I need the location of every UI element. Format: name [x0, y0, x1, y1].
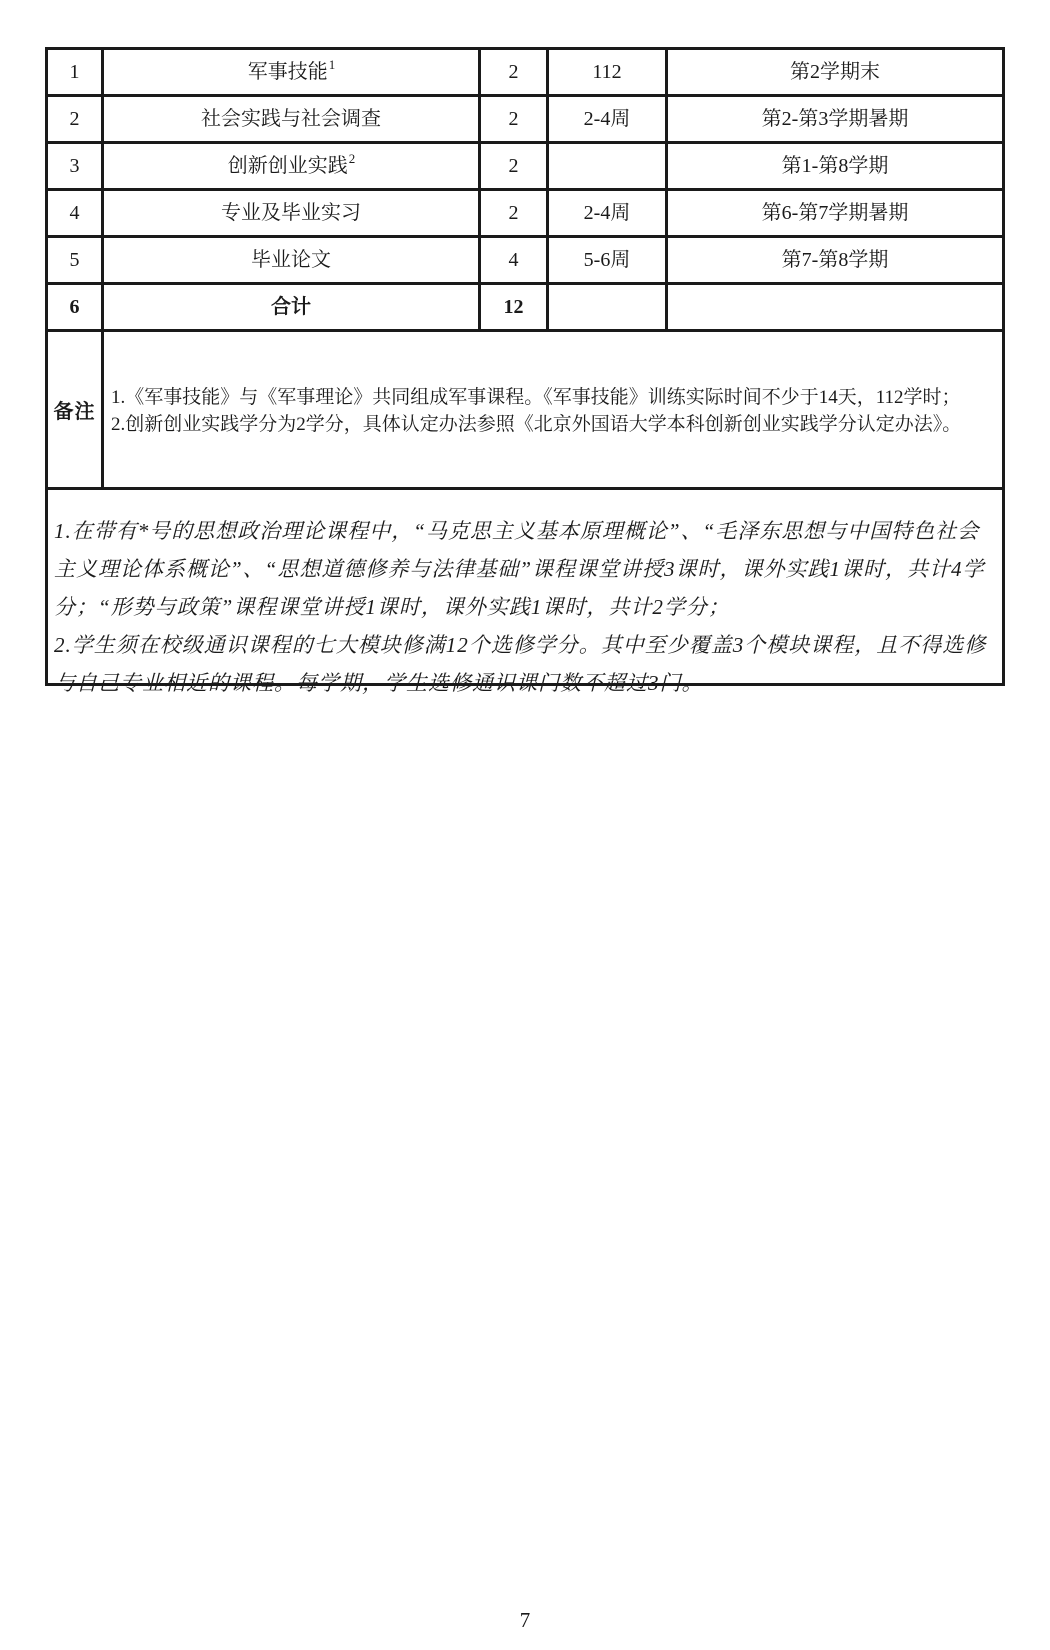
- remark-note-2: 2.创新创业实践学分为2学分，具体认定办法参照《北京外国语大学本科创新创业实践学分认定办法》。: [111, 413, 962, 435]
- cell-row-number: 6: [48, 285, 104, 329]
- cell-row-number: 3: [48, 144, 104, 188]
- page-number: 7: [519, 1608, 531, 1632]
- table-row-total: [48, 285, 1002, 332]
- cell-credits: 2: [481, 50, 549, 94]
- cell-course-name: 军事技能 $^1$: [104, 50, 481, 94]
- course-name-text: 毕业论文: [251, 249, 331, 271]
- cell-credits: 2: [481, 97, 549, 141]
- cell-row-number: 2: [48, 97, 104, 141]
- course-name-text: 社会实践与社会调查: [201, 108, 381, 130]
- remark-body: [104, 332, 1002, 487]
- cell-duration: 2-4周: [549, 97, 668, 141]
- table-row: [48, 238, 1002, 285]
- footnote-2: 2.学生须在校级通识课程的七大模块修满12个选修学分。其中至少覆盖3个模块课程，且不得选修与自己专业相近的课程。每学期，学生选修通识课门数不超过3门。: [54, 633, 987, 695]
- cell-course-name: [104, 238, 481, 282]
- cell-course-name: [104, 191, 481, 235]
- cell-semester: 第7-第8学期: [781, 249, 889, 271]
- cell-duration: 5-6周: [549, 238, 668, 282]
- table-row: [48, 97, 1002, 144]
- remark-note-1: 1.《军事技能》与《军事理论》共同组成军事课程。《军事技能》训练实际时间不少于14天，112学时；: [111, 386, 961, 408]
- course-name-text: 专业及毕业实习: [221, 202, 361, 224]
- cell-duration: [549, 144, 668, 188]
- course-name-text: 合计: [271, 296, 311, 318]
- cell-credits: 2: [481, 191, 549, 235]
- footnote-1: 1.在带有*号的思想政治理论课程中，“马克思主义基本原理概论”、“毛泽东思想与中国特色社会主义理论体系概论”、“思想道德修养与法律基础”课程课堂讲授3课时，课外实践1课时，共计4学分；“形势与政策”课程课堂讲授1课时，课外实践1课时，共计2学分；: [54, 519, 985, 619]
- table-row: [48, 144, 1002, 191]
- table-row: [48, 50, 1002, 97]
- cell-row-number: 4: [48, 191, 104, 235]
- course-name-text: 军事技能: [247, 61, 328, 83]
- cell-semester: [668, 285, 1002, 329]
- footnote-section: [48, 490, 1002, 695]
- cell-row-number: 5: [48, 238, 104, 282]
- cell-course-name: [104, 97, 481, 141]
- cell-duration: [549, 285, 668, 329]
- remark-row: [48, 332, 1002, 490]
- remark-label: 备注: [48, 332, 104, 487]
- table-row: [48, 191, 1002, 238]
- cell-credits: 2: [481, 144, 549, 188]
- cell-course-name: 创新创业实践 $^2$: [104, 144, 481, 188]
- cell-row-number: 1: [48, 50, 104, 94]
- cell-credits: 12: [481, 285, 549, 329]
- cell-semester: 第2-第3学期暑期: [761, 108, 909, 130]
- cell-semester: 第2学期末: [790, 61, 880, 83]
- cell-credits: 4: [481, 238, 549, 282]
- cell-semester: 第6-第7学期暑期: [761, 202, 909, 224]
- curriculum-table: [45, 47, 1005, 695]
- cell-duration: 112: [549, 50, 668, 94]
- cell-semester: 第1-第8学期: [781, 155, 889, 177]
- cell-duration: 2-4周: [549, 191, 668, 235]
- cell-course-name: [104, 285, 481, 329]
- course-name-text: 创新创业实践: [227, 155, 348, 177]
